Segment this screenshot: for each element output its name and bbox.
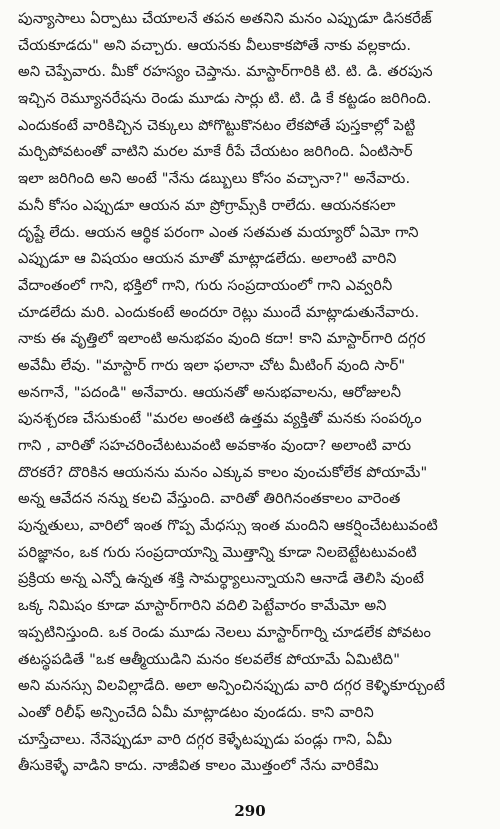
text-line: మనీ కోసం ఎప్పుడూ ఆయన మా ప్రోగ్రామ్స్‌కి రాలేదు. ఆయనకసలా xyxy=(18,196,396,214)
text-line: పరిజ్ఞానం, ఒక గురు సంప్రదాయాన్ని మొత్తాన్ని కూడా నిలబెట్టేటటువంటి xyxy=(18,543,417,561)
text-line: అవేమీ లేవు. "మాస్టార్ గారు ఇలా ఫలానా చోట మీటింగ్ వుంది సార్" xyxy=(18,356,406,374)
text-line: ఎప్పుడూ ఆ విషయం ఆయన మాతో మాట్లాడలేదు. అలాంటి వారిని xyxy=(18,250,397,268)
text-line: చూస్తేచాలు. నేనెప్పుడూ వారి దగ్గర కెళ్ళేటప్పుడు పండ్లు గాని, ఏమీ xyxy=(18,730,393,748)
body-text xyxy=(18,6,484,780)
text-line: దృష్టే లేదు. ఆయన ఆర్థిక పరంగా ఎంత సతమత మయ్యారో ఏమో గాని xyxy=(18,223,419,241)
text-line: ప్రక్రియ అన్న ఎన్నో ఉన్నత శక్తి సామర్థ్యాలున్నాయని ఆనాడే తెలిసి వుంటే xyxy=(18,570,425,588)
page-footer xyxy=(0,802,500,821)
text-line: అన్న ఆవేదన నన్ను కలచి వేస్తుంది. వారితో తిరిగినంతకాలం వారెంత xyxy=(18,490,401,508)
text-line: పునశ్చరణ చేసుకుంటే "మరల అంతటి ఉత్తమ వ్యక్తితో మనకు సంపర్కం xyxy=(18,410,422,428)
text-line: చూడలేదు మరి. ఎందుకంటే అందరూ రెట్లు ముందే మాట్లాడుతునేవారు. xyxy=(18,303,420,321)
text-line: గాని , వారితో సహచరించేటటువంటి అవకాశం వుందా? అలాంటి వారు xyxy=(18,437,412,454)
text-line: ఇలా జరిగింది అని అంటే "నేను డబ్బులు కోసం వచ్చానా?" అనేవారు. xyxy=(18,170,411,188)
text-line: పున్యాసాలు ఏర్పాటు చేయాలనే తపన అతనిని మనం ఎప్పుడూ డిసకరేజ్ xyxy=(18,10,432,27)
text-line: దొరకరే? దొరికిన ఆయనను మనం ఎక్కువ కాలం వుంచుకోలేక పోయామే" xyxy=(18,463,428,481)
text-line: ఇచ్చిన రెమ్యూనరేషను రెండు మూడు సార్లు టి. టి. డి కే కట్టడం జరిగింది. xyxy=(18,90,432,108)
text-line: చేయకూడదు" అని వచ్చారు. ఆయనకు వీలుకాకపోతే నాకు వల్లకాదు. xyxy=(18,36,412,54)
text-line: అని చెప్పేవారు. మీకో రహస్యం చెప్తాను. మాస్టార్‌గారికి టి. టి. డి. తరపున xyxy=(18,63,433,81)
text-line: తటస్థపడితే "ఒక ఆత్మీయుడిని మనం కలవలేక పోయామే ఏమిటిది" xyxy=(18,650,401,668)
text-line: అనగానే, "పదండి" అనేవారు. ఆయనతో అనుభవాలను, ఆరోజులనీ xyxy=(18,383,402,401)
text-line: ఎందుకంటే వారికిచ్చిన చెక్కులు పోగొట్టుకొనటం లేకపోతే పుస్తకాల్లో పెట్టి xyxy=(18,116,416,134)
page-number: 290 xyxy=(234,802,266,820)
text-line: నాకు ఈ వృత్తిలో ఇలాంటి అనుభవం వుంది కదా! కాని మాస్టార్‌గారి దగ్గర xyxy=(18,330,426,348)
text-line: ఇప్పటినిస్తుంది. ఒక రెండు మూడు నెలలు మాస్టార్‌గార్ని చూడలేక పోవటం xyxy=(18,623,432,641)
text-line: ఎంతో రిలీఫ్ అన్పించేది ఏమీ మాట్లాడటం వుండదు. కాని వారిని xyxy=(18,703,374,721)
text-line: వేదాంతంలో గాని, భక్తిలో గాని, గురు సంప్రదాయంలో గాని ఎవ్వరినీ xyxy=(18,276,393,294)
text-line: అని మనస్సు విలవిల్లాడేది. అలా అన్పించినప్పుడు వారి దగ్గర కెళ్ళికూర్చుంటే xyxy=(18,677,446,695)
text-line: తీసుకెళ్ళే వాడిని కాదు. నాజీవిత కాలం మొత్తంలో నేను వారికేమి xyxy=(18,757,379,775)
text-line: మర్చిపోవటంతో వాటిని మరల మాకే రీపే చేయటం జరిగింది. ఏంటిసార్ xyxy=(18,143,413,161)
text-line: ఒక్క నిమిషం కూడా మాస్టార్‌గారిని వదిలి పెట్టేవారం కామేమో అని xyxy=(18,597,387,615)
text-line: పున్నతులు, వారిలో ఇంత గొప్ప మేధస్సు ఇంత మందిని ఆకర్షించేటటువంటి xyxy=(18,517,438,535)
